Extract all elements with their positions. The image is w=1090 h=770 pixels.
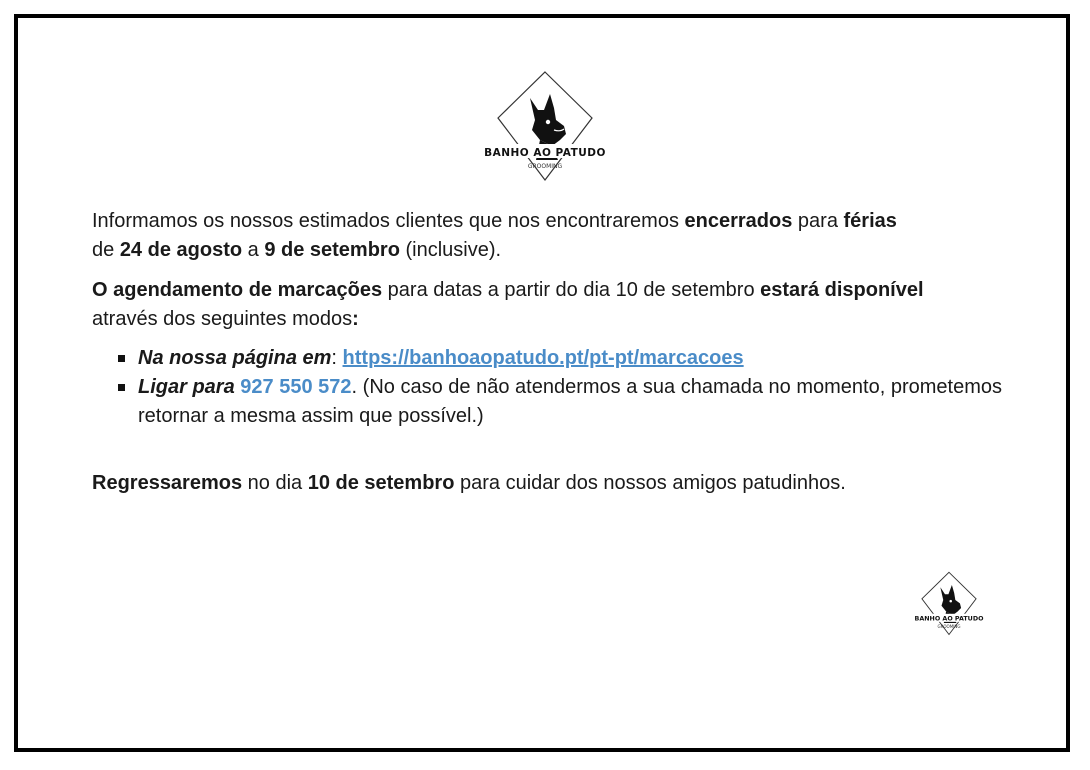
phone-note: . (No caso de não atendermos a sua chamada no momento, prometemos retornar a mesma assim que possível.) — [138, 376, 1003, 427]
brand-tagline: GROOMING — [937, 624, 961, 630]
text: através dos seguintes modos — [92, 308, 353, 330]
text: para — [792, 210, 844, 232]
text: (inclusive). — [399, 239, 502, 261]
return-emphasis: Regressaremos — [92, 472, 243, 494]
colon: : — [352, 308, 359, 330]
brand-tagline: GROOMING — [527, 163, 563, 170]
text: Informamos os nossos estimados clientes que nos encontraremos — [92, 210, 685, 232]
brand-logo — [480, 68, 610, 186]
booking-modes-list — [92, 344, 1002, 431]
text: para datas a partir do dia 10 de setembro — [382, 279, 761, 301]
booking-paragraph — [92, 276, 1002, 334]
bullet-icon — [118, 355, 125, 362]
end-date: 9 de setembro — [264, 239, 400, 261]
booking-emphasis: O agendamento de marcações — [92, 279, 383, 301]
brand-name: BANHO AO PATUDO — [914, 615, 984, 623]
notice-content — [92, 207, 1002, 498]
brand-name: BANHO AO PATUDO — [484, 147, 606, 159]
return-paragraph — [92, 469, 1002, 498]
brand-logo-small — [908, 570, 990, 638]
closing-paragraph — [92, 207, 1002, 265]
text: no dia — [242, 472, 308, 494]
text: de — [92, 239, 120, 261]
booking-link[interactable]: https://banhoaopatudo.pt/pt-pt/marcacoes — [342, 347, 744, 369]
text: : — [331, 347, 343, 369]
return-date: 10 de setembro — [307, 472, 455, 494]
phone-number[interactable]: 927 550 572 — [240, 376, 352, 398]
dog-head-diamond-logo-icon — [908, 570, 990, 638]
bullet-icon — [118, 384, 125, 391]
list-item — [116, 373, 1002, 431]
closed-emphasis: encerrados — [684, 210, 793, 232]
text: para cuidar dos nossos amigos patudinhos. — [454, 472, 846, 494]
dog-head-diamond-logo-icon — [480, 68, 610, 186]
list-item — [116, 344, 1002, 373]
text: a — [242, 239, 265, 261]
holidays-emphasis: férias — [843, 210, 897, 232]
available-emphasis: estará disponível — [760, 279, 924, 301]
phone-label: Ligar para — [138, 376, 235, 398]
start-date: 24 de agosto — [119, 239, 243, 261]
website-label: Na nossa página em — [138, 347, 332, 369]
